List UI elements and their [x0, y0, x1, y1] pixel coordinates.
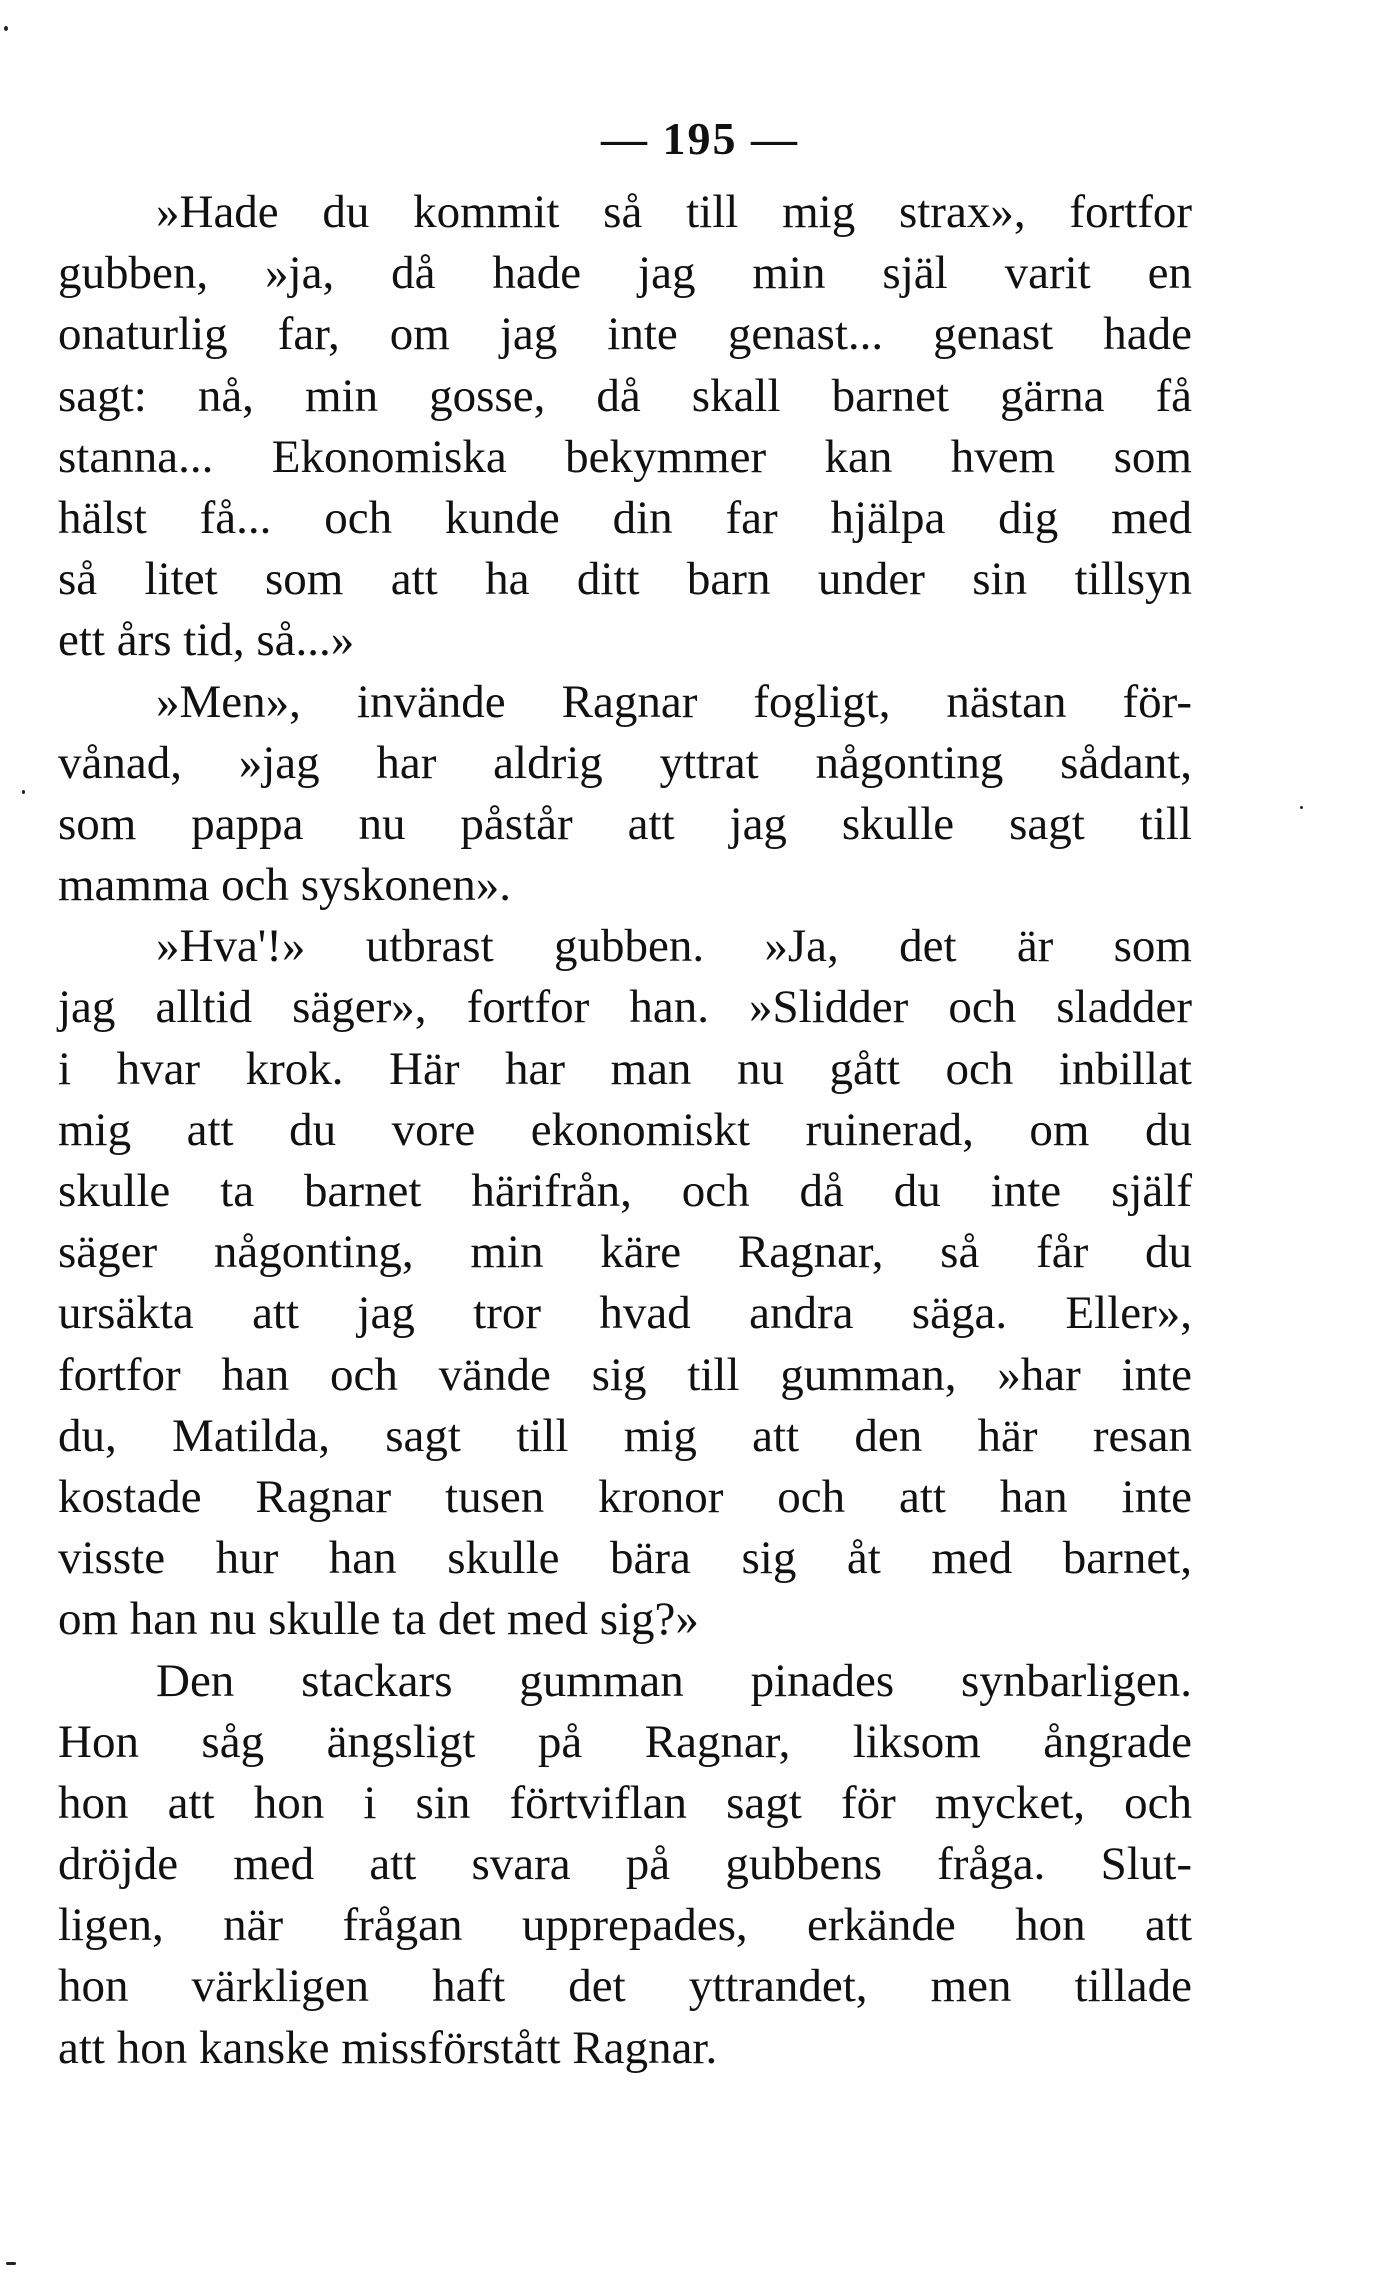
- text-line: fortfor han och vände sig till gumman, »har inte: [58, 1348, 1192, 1401]
- text-line: hon värkligen haft det yttrandet, men tillade: [58, 1960, 1192, 2013]
- body-text: [58, 182, 1192, 2079]
- text-line: som pappa nu påstår att jag skulle sagt till: [58, 797, 1192, 850]
- text-line: i hvar krok. Här har man nu gått och inbillat: [58, 1042, 1192, 1095]
- text-line: säger någonting, min käre Ragnar, så får du: [58, 1226, 1192, 1279]
- text-line: du, Matilda, sagt till mig att den här resan: [58, 1409, 1192, 1462]
- text-line: gubben, »ja, då hade jag min själ varit en: [58, 247, 1192, 300]
- text-line: skulle ta barnet härifrån, och då du inte själf: [58, 1165, 1192, 1217]
- page-number: — 195 —: [601, 113, 799, 164]
- margin-speck: [6, 2262, 16, 2265]
- text-line: Den stackars gumman pinades synbarligen.: [156, 1654, 1192, 1707]
- text-line: jag alltid säger», fortfor han. »Slidder och sladder: [58, 981, 1192, 1034]
- text-line: »Hade du kommit så till mig strax», fortfor: [156, 186, 1192, 238]
- margin-speck: [22, 790, 25, 794]
- text-line: mig att du vore ekonomiskt ruinerad, om du: [58, 1103, 1192, 1156]
- text-line: dröjde med att svara på gubbens fråga. Slut-: [58, 1838, 1192, 1891]
- text-line: sagt: nå, min gosse, då skall barnet gärna få: [58, 369, 1192, 422]
- text-line: ett års tid, så...»: [58, 614, 355, 667]
- text-line: så litet som att ha ditt barn under sin tillsyn: [58, 553, 1192, 606]
- text-line: att hon kanske missförstått Ragnar.: [58, 2021, 718, 2074]
- text-line: hon att hon i sin förtviflan sagt för mycket, och: [58, 1776, 1192, 1829]
- text-line: hälst få... och kunde din far hjälpa dig med: [58, 491, 1192, 544]
- text-line: Hon såg ängsligt på Ragnar, liksom ångrade: [58, 1715, 1192, 1768]
- text-line: visste hur han skulle bära sig åt med barnet,: [58, 1532, 1192, 1585]
- text-line: onaturlig far, om jag inte genast... genast hade: [58, 308, 1192, 361]
- text-line: ursäkta att jag tror hvad andra säga. Eller»,: [58, 1287, 1192, 1340]
- margin-speck: [1300, 806, 1303, 809]
- text-line: stanna... Ekonomiska bekymmer kan hvem som: [58, 430, 1192, 483]
- margin-speck: [4, 26, 8, 31]
- text-line: »Hva'!» utbrast gubben. »Ja, det är som: [156, 920, 1192, 973]
- text-line: ligen, när frågan upprepades, erkände hon att: [58, 1899, 1192, 1952]
- text-line: »Men», invände Ragnar fogligt, nästan för-: [156, 675, 1192, 728]
- text-line: om han nu skulle ta det med sig?»: [58, 1593, 699, 1646]
- text-line: mamma och syskonen».: [58, 859, 511, 912]
- text-line: kostade Ragnar tusen kronor och att han inte: [58, 1470, 1192, 1523]
- text-line: vånad, »jag har aldrig yttrat någonting sådant,: [58, 736, 1192, 789]
